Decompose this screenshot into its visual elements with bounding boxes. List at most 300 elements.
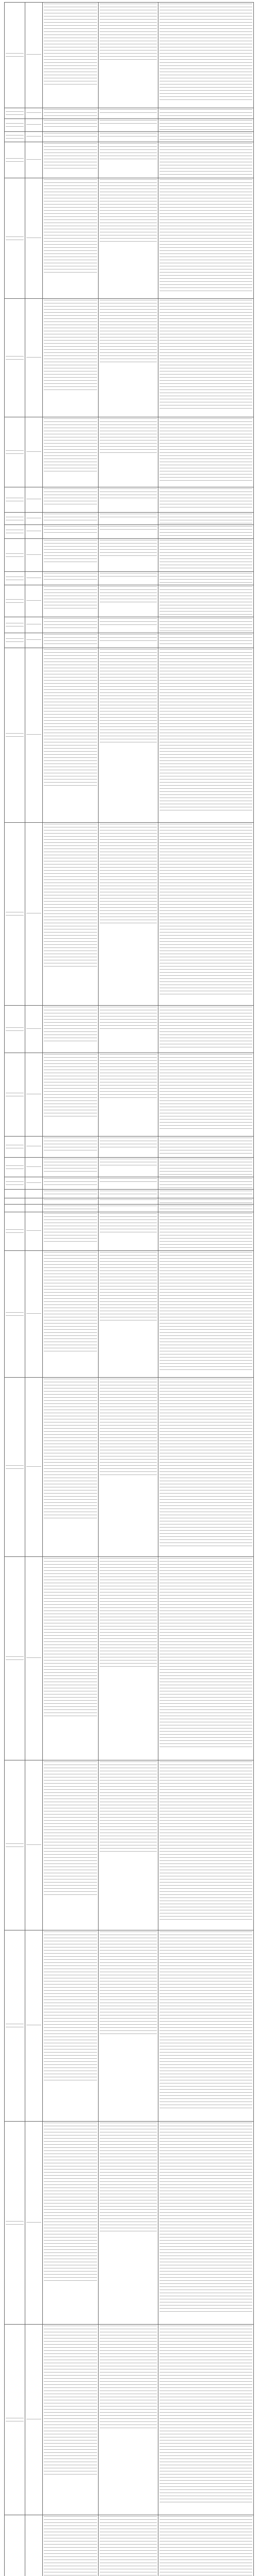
cell-text-lines <box>159 1761 252 1921</box>
table-cell-col3 <box>42 524 98 538</box>
cell-text-lines <box>100 133 157 137</box>
cell-text-lines <box>44 1191 97 1196</box>
cell-text-lines <box>44 2516 97 2576</box>
cell-text-lines <box>159 573 252 583</box>
cell-label-lines <box>6 530 24 535</box>
table-cell-col1 <box>4 571 25 585</box>
table-cell-col1 <box>4 1760 25 1930</box>
cell-text-lines <box>44 1213 97 1242</box>
table-cell-col1 <box>4 2121 25 2324</box>
table-cell-col2 <box>25 1177 42 1189</box>
table-row <box>4 1204 254 1212</box>
cell-label-lines <box>26 554 41 557</box>
table-cell-col2 <box>25 142 42 178</box>
table-cell-col2 <box>25 298 42 417</box>
table-cell-col2 <box>25 2324 42 2515</box>
cell-text-lines <box>159 488 252 510</box>
cell-label-lines <box>26 238 41 241</box>
cell-label-lines <box>26 2025 41 2028</box>
table-cell-col1 <box>4 538 25 571</box>
table-cell-col5 <box>158 1930 254 2121</box>
table-cell-col1 <box>4 617 25 633</box>
cell-text-lines <box>44 1206 97 1210</box>
table-cell-col1 <box>4 1189 25 1198</box>
table-cell-col3 <box>42 1157 98 1177</box>
cell-label-lines <box>6 123 24 128</box>
cell-text-lines <box>100 143 157 162</box>
table-cell-col4 <box>98 1189 158 1198</box>
cell-text-lines <box>100 4 157 60</box>
cell-label-lines <box>26 499 41 502</box>
cell-text-lines <box>159 526 252 537</box>
table-cell-col4 <box>98 298 158 417</box>
table-cell-col2 <box>25 1157 42 1177</box>
table-cell-col5 <box>158 1177 254 1189</box>
table-cell-col3 <box>42 538 98 571</box>
table-cell-col4 <box>98 142 158 178</box>
cell-text-lines <box>159 1178 252 1188</box>
cell-text-lines <box>100 1138 157 1148</box>
table-cell-col5 <box>158 1053 254 1136</box>
table-cell-col4 <box>98 585 158 617</box>
cell-text-lines <box>159 514 252 523</box>
table-cell-col3 <box>42 2 98 108</box>
table-cell-col4 <box>98 1157 158 1177</box>
table-row <box>4 1760 254 1930</box>
table-row <box>4 512 254 524</box>
cell-text-lines <box>100 586 157 602</box>
cell-text-lines <box>44 1178 97 1187</box>
table-row <box>4 1005 254 1053</box>
table-cell-col3 <box>42 1377 98 1556</box>
cell-label-lines <box>26 1466 41 1469</box>
cell-text-lines <box>44 824 97 968</box>
table-cell-col3 <box>42 1198 98 1204</box>
table-row <box>4 2121 254 2324</box>
table-cell-col1 <box>4 1177 25 1189</box>
table-cell-col5 <box>158 2121 254 2324</box>
cell-text-lines <box>44 418 97 472</box>
cell-text-lines <box>44 514 97 522</box>
cell-text-lines <box>159 1054 252 1131</box>
table-cell-col5 <box>158 1198 254 1204</box>
table-cell-col5 <box>158 524 254 538</box>
cell-label-lines <box>26 734 41 737</box>
table-cell-col2 <box>25 538 42 571</box>
table-cell-col4 <box>98 1198 158 1204</box>
cell-label-lines <box>6 1181 24 1187</box>
cell-label-lines <box>6 577 24 582</box>
table-cell-col3 <box>42 1189 98 1198</box>
cell-label-lines <box>26 1166 41 1170</box>
cell-text-lines <box>100 179 157 244</box>
table-cell-col1 <box>4 1204 25 1212</box>
table-cell-col4 <box>98 1204 158 1212</box>
table-row <box>4 633 254 648</box>
table-cell-col5 <box>158 1136 254 1157</box>
cell-label-lines <box>6 638 24 643</box>
table-cell-col3 <box>42 571 98 585</box>
cell-text-lines <box>44 2123 97 2283</box>
cell-label-lines <box>6 1165 24 1171</box>
table-row <box>4 1250 254 1377</box>
table-cell-col4 <box>98 1053 158 1136</box>
cell-label-lines <box>26 1146 41 1149</box>
table-cell-col5 <box>158 1250 254 1377</box>
cell-label-lines <box>6 517 24 522</box>
table-cell-col2 <box>25 585 42 617</box>
cell-text-lines <box>159 4 252 101</box>
table-cell-col1 <box>4 648 25 822</box>
table-row <box>4 1177 254 1189</box>
table-cell-col5 <box>158 131 254 142</box>
cell-text-lines <box>100 2516 157 2576</box>
table-row <box>4 298 254 417</box>
cell-text-lines <box>44 1761 97 1895</box>
cell-label-lines <box>6 553 24 558</box>
cell-label-lines <box>6 1229 24 1234</box>
table-cell-col2 <box>25 118 42 131</box>
cell-text-lines <box>159 1206 252 1211</box>
table-cell-col1 <box>4 131 25 142</box>
cell-text-lines <box>159 109 252 117</box>
cell-text-lines <box>44 109 97 116</box>
cell-text-lines <box>100 1379 157 1476</box>
cell-text-lines <box>100 1206 157 1209</box>
table-cell-col3 <box>42 1556 98 1760</box>
table-row <box>4 524 254 538</box>
table-cell-col2 <box>25 1250 42 1377</box>
table-row <box>4 417 254 487</box>
cell-label-lines <box>26 1182 41 1185</box>
cell-label-lines <box>26 578 41 581</box>
table-cell-col4 <box>98 417 158 487</box>
cell-text-lines <box>100 1252 157 1320</box>
cell-label-lines <box>26 2419 41 2422</box>
cell-text-lines <box>159 1007 252 1049</box>
table-row <box>4 822 254 1005</box>
cell-label-lines <box>26 1230 41 1233</box>
table-cell-col2 <box>25 1556 42 1760</box>
table-cell-col2 <box>25 512 42 524</box>
table-row <box>4 617 254 633</box>
cell-label-lines <box>6 1093 24 1098</box>
table-cell-col5 <box>158 178 254 298</box>
cell-label-lines <box>26 624 41 627</box>
table-cell-col5 <box>158 538 254 571</box>
table-cell-col5 <box>158 417 254 487</box>
table-row <box>4 1189 254 1198</box>
cell-text-lines <box>100 526 157 532</box>
cell-text-lines <box>44 1252 97 1351</box>
cell-text-lines <box>100 2123 157 2233</box>
cell-label-lines <box>26 451 41 454</box>
cell-label-lines <box>6 623 24 628</box>
table-cell-col4 <box>98 1760 158 1930</box>
table-cell-col3 <box>42 131 98 142</box>
table-cell-col5 <box>158 1189 254 1198</box>
cell-text-lines <box>100 1761 157 1854</box>
cell-text-lines <box>44 2326 97 2476</box>
table-cell-col2 <box>25 131 42 142</box>
table-cell-col2 <box>25 2 42 108</box>
table-cell-col4 <box>98 2 158 108</box>
table-cell-col1 <box>4 2515 25 2576</box>
table-cell-col4 <box>98 1930 158 2121</box>
table-cell-col5 <box>158 487 254 512</box>
table-cell-col4 <box>98 538 158 571</box>
table-cell-col3 <box>42 1005 98 1053</box>
cell-text-lines <box>159 1252 252 1370</box>
cell-text-lines <box>159 1379 252 1547</box>
table-cell-col4 <box>98 2324 158 2515</box>
table-cell-col1 <box>4 1136 25 1157</box>
table-cell-col3 <box>42 2515 98 2576</box>
cell-text-lines <box>159 618 252 631</box>
cell-label-lines <box>26 357 41 360</box>
table-row <box>4 2 254 108</box>
table-cell-col1 <box>4 1377 25 1556</box>
table-cell-col2 <box>25 1760 42 1930</box>
table-cell-col2 <box>25 524 42 538</box>
cell-text-lines <box>44 634 97 645</box>
cell-label-lines <box>26 1094 41 1097</box>
table-cell-col1 <box>4 108 25 118</box>
cell-text-lines <box>44 1199 97 1202</box>
cell-label-lines <box>26 1657 41 1660</box>
cell-text-lines <box>100 1558 157 1669</box>
table-cell-col3 <box>42 2121 98 2324</box>
cell-text-lines <box>159 2326 252 2504</box>
table-row <box>4 131 254 142</box>
table-row <box>4 1136 254 1157</box>
table-row <box>4 1930 254 2121</box>
table-cell-col4 <box>98 487 158 512</box>
policy-table <box>4 2 254 2576</box>
cell-label-lines <box>6 2221 24 2226</box>
table-cell-col5 <box>158 512 254 524</box>
cell-label-lines <box>6 236 24 242</box>
table-row <box>4 108 254 118</box>
table-row <box>4 2324 254 2515</box>
cell-label-lines <box>26 124 41 127</box>
table-cell-col3 <box>42 1760 98 1930</box>
cell-label-lines <box>26 531 41 534</box>
cell-text-lines <box>100 618 157 625</box>
table-cell-col5 <box>158 648 254 822</box>
table-cell-col1 <box>4 2324 25 2515</box>
cell-text-lines <box>44 1054 97 1119</box>
cell-label-lines <box>6 1465 24 1470</box>
cell-text-lines <box>100 824 157 923</box>
cell-text-lines <box>100 1931 157 2035</box>
table-cell-col4 <box>98 1377 158 1556</box>
cell-text-lines <box>44 1159 97 1173</box>
cell-text-lines <box>159 586 252 615</box>
cell-text-lines <box>100 109 157 114</box>
cell-text-lines <box>44 488 97 507</box>
table-cell-col2 <box>25 1930 42 2121</box>
cell-label-lines <box>6 111 24 116</box>
table-row <box>4 585 254 617</box>
cell-text-lines <box>100 573 157 579</box>
cell-text-lines <box>44 526 97 535</box>
cell-text-lines <box>44 1558 97 1719</box>
cell-text-lines <box>44 300 97 393</box>
cell-text-lines <box>159 2516 252 2576</box>
cell-text-lines <box>159 1191 252 1197</box>
cell-text-lines <box>44 4 97 86</box>
table-cell-col4 <box>98 108 158 118</box>
table-cell-col3 <box>42 118 98 131</box>
table-cell-col3 <box>42 1250 98 1377</box>
cell-label-lines <box>26 2222 41 2225</box>
cell-text-lines <box>159 824 252 995</box>
table-cell-col1 <box>4 822 25 1005</box>
cell-text-lines <box>44 573 97 582</box>
table-cell-col3 <box>42 1053 98 1136</box>
cell-label-lines <box>6 599 24 604</box>
table-row <box>4 1377 254 1556</box>
table-cell-col3 <box>42 178 98 298</box>
table-row <box>4 571 254 585</box>
cell-label-lines <box>26 136 41 139</box>
table-cell-col1 <box>4 1198 25 1204</box>
table-cell-col2 <box>25 1005 42 1053</box>
cell-text-lines <box>100 649 157 744</box>
table-cell-col5 <box>158 108 254 118</box>
cell-label-lines <box>6 450 24 455</box>
cell-text-lines <box>159 634 252 646</box>
cell-label-lines <box>26 1313 41 1316</box>
table-row <box>4 2515 254 2576</box>
cell-text-lines <box>100 488 157 501</box>
table-row <box>4 118 254 131</box>
cell-text-lines <box>44 120 97 128</box>
cell-text-lines <box>100 2326 157 2429</box>
table-cell-col1 <box>4 1157 25 1177</box>
table-cell-col3 <box>42 1136 98 1157</box>
cell-text-lines <box>44 143 97 170</box>
table-cell-col4 <box>98 2515 158 2576</box>
table-cell-col5 <box>158 298 254 417</box>
table-cell-col4 <box>98 822 158 1005</box>
table-cell-col2 <box>25 417 42 487</box>
cell-text-lines <box>159 1159 252 1175</box>
cell-text-lines <box>44 133 97 139</box>
table-cell-col4 <box>98 512 158 524</box>
table-cell-col1 <box>4 2 25 108</box>
table-cell-col5 <box>158 1204 254 1212</box>
table-cell-col2 <box>25 1136 42 1157</box>
cell-label-lines <box>26 913 41 916</box>
table-cell-col1 <box>4 298 25 417</box>
table-cell-col1 <box>4 1556 25 1760</box>
cell-text-lines <box>100 1007 157 1031</box>
table-cell-col4 <box>98 617 158 633</box>
cell-label-lines <box>26 159 41 162</box>
table-row <box>4 1053 254 1136</box>
table-cell-col3 <box>42 108 98 118</box>
table-cell-col3 <box>42 417 98 487</box>
cell-label-lines <box>6 733 24 738</box>
table-cell-col1 <box>4 1005 25 1053</box>
table-cell-col4 <box>98 2121 158 2324</box>
cell-label-lines <box>6 135 24 140</box>
table-cell-col2 <box>25 633 42 648</box>
table-cell-col5 <box>158 1212 254 1250</box>
cell-text-lines <box>100 1054 157 1098</box>
cell-label-lines <box>26 54 41 57</box>
table-row <box>4 648 254 822</box>
table-cell-col2 <box>25 1212 42 1250</box>
cell-text-lines <box>159 1931 252 2111</box>
table-cell-col4 <box>98 1250 158 1377</box>
table-cell-col2 <box>25 1053 42 1136</box>
cell-text-lines <box>44 1007 97 1043</box>
table-cell-col1 <box>4 178 25 298</box>
cell-text-lines <box>100 540 157 557</box>
table-cell-col5 <box>158 633 254 648</box>
table-cell-col1 <box>4 524 25 538</box>
table-cell-col3 <box>42 633 98 648</box>
table-cell-col3 <box>42 617 98 633</box>
table-cell-col3 <box>42 1212 98 1250</box>
table-cell-col1 <box>4 1053 25 1136</box>
table-row <box>4 142 254 178</box>
table-cell-col1 <box>4 118 25 131</box>
cell-text-lines <box>100 418 157 455</box>
table-cell-col2 <box>25 178 42 298</box>
table-cell-col4 <box>98 633 158 648</box>
table-cell-col5 <box>158 2515 254 2576</box>
cell-text-lines <box>159 179 252 292</box>
table-cell-col3 <box>42 142 98 178</box>
cell-text-lines <box>100 1213 157 1233</box>
table-cell-col3 <box>42 2324 98 2515</box>
table-cell-col1 <box>4 512 25 524</box>
table-cell-col5 <box>158 617 254 633</box>
cell-label-lines <box>6 1843 24 1849</box>
table-row <box>4 1556 254 1760</box>
table-cell-col5 <box>158 1760 254 1930</box>
cell-label-lines <box>6 1145 24 1150</box>
table-cell-col1 <box>4 1212 25 1250</box>
cell-text-lines <box>100 514 157 519</box>
cell-label-lines <box>6 53 24 58</box>
cell-text-lines <box>100 300 157 364</box>
table-cell-col2 <box>25 1204 42 1212</box>
cell-text-lines <box>159 120 252 130</box>
cell-text-lines <box>159 300 252 410</box>
cell-text-lines <box>159 2123 252 2313</box>
table-cell-col4 <box>98 1177 158 1189</box>
cell-label-lines <box>6 498 24 503</box>
table-cell-col2 <box>25 617 42 633</box>
cell-text-lines <box>159 540 252 569</box>
table-row <box>4 1212 254 1250</box>
table-cell-col2 <box>25 487 42 512</box>
cell-text-lines <box>159 649 252 813</box>
table-cell-col2 <box>25 2515 42 2576</box>
table-cell-col4 <box>98 118 158 131</box>
table-cell-col5 <box>158 2 254 108</box>
table-cell-col3 <box>42 1204 98 1212</box>
table-row <box>4 178 254 298</box>
table-cell-col3 <box>42 1177 98 1189</box>
table-cell-col5 <box>158 1157 254 1177</box>
cell-text-lines <box>159 143 252 175</box>
